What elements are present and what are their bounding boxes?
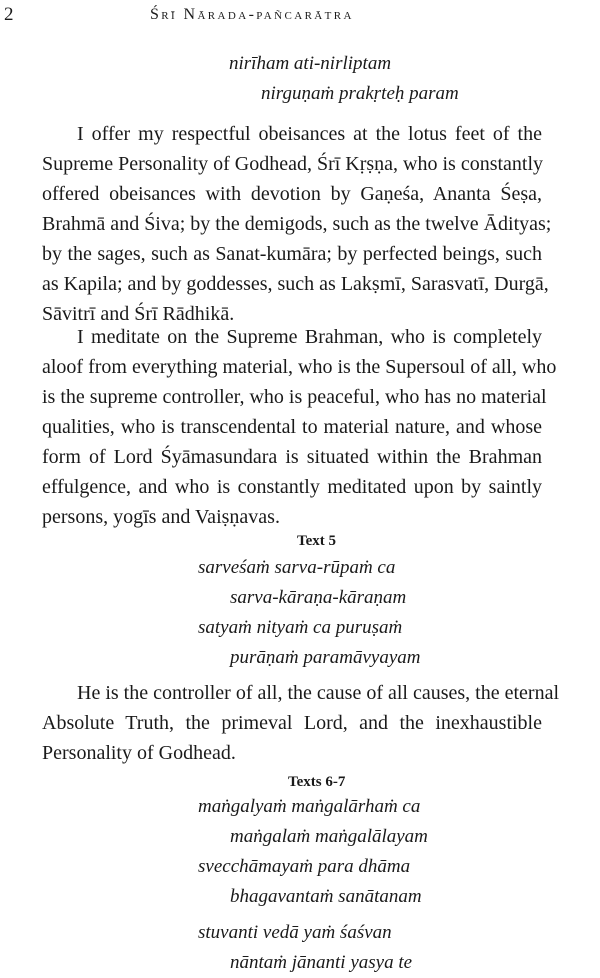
text-line: as Kapila; and by goddesses, such as Lakṣmī, Sarasvatī, Durgā, (42, 273, 549, 295)
text-line: by the sages, such as Sanat-kumāra; by perfected beings, such (42, 243, 542, 265)
verse-line: satyaṁ nityaṁ ca puruṣaṁ (198, 617, 403, 638)
text-line: effulgence, and who is constantly meditated upon by saintly (42, 476, 542, 498)
text-line: offered obeisances with devotion by Gaṇeśa, Ananta Śeṣa, (42, 183, 542, 205)
text-line: aloof from everything material, who is the Supersoul of all, who (42, 356, 557, 378)
text-line: I meditate on the Supreme Brahman, who is completely (77, 326, 542, 348)
text5-heading: Text 5 (297, 533, 337, 549)
paragraph-controller (42, 678, 560, 768)
verse-line: stuvanti vedā yaṁ śaśvan (198, 922, 392, 943)
verse-line: nirīham ati-nirliptam (229, 53, 392, 74)
text-line: He is the controller of all, the cause of all causes, the eternal (77, 682, 560, 704)
verse-top (229, 49, 459, 109)
verse-line: svecchāmayaṁ para dhāma (198, 856, 411, 877)
running-title: Śrī Nārada-pañcarātra (150, 6, 354, 23)
text-line: Absolute Truth, the primeval Lord, and the inexhaustible (42, 712, 542, 734)
paragraph-meditation (42, 322, 557, 532)
verse-line: nirguṇaṁ prakṛteḥ param (261, 83, 459, 104)
text-line: Brahmā and Śiva; by the demigods, such as the twelve Ādityas; (42, 213, 552, 235)
verse-line: sarveśaṁ sarva-rūpaṁ ca (198, 557, 396, 578)
text-line: Personality of Godhead. (42, 742, 236, 764)
text-line: Supreme Personality of Godhead, Śrī Kṛṣṇa, who is constantly (42, 153, 544, 175)
verse-text5 (198, 553, 421, 673)
verse-line: purāṇaṁ paramāvyayam (230, 647, 421, 668)
text-line: I offer my respectful obeisances at the lotus feet of the (77, 123, 542, 145)
text-line: qualities, who is transcendental to material nature, and whose (42, 416, 542, 438)
verse-line: sarva-kāraṇa-kāraṇam (230, 587, 407, 608)
verse-texts67 (198, 792, 428, 912)
verse-line: maṅgalyaṁ maṅgalārhaṁ ca (198, 796, 421, 817)
paragraph-obeisances (42, 119, 552, 329)
text-line: persons, yogīs and Vaiṣṇavas. (42, 506, 280, 528)
page-number: 2 (4, 4, 14, 25)
text-line: is the supreme controller, who is peaceful, who has no material (42, 386, 547, 408)
verse-line: nāntaṁ jānanti yasya te (230, 952, 413, 973)
texts67-heading: Texts 6-7 (288, 774, 346, 790)
text-line: Sāvitrī and Śrī Rādhikā. (42, 303, 235, 325)
verse-line: maṅgalaṁ maṅgalālayam (230, 826, 428, 847)
verse-line: bhagavantaṁ sanātanam (230, 886, 422, 907)
text-line: form of Lord Śyāmasundara is situated within the Brahman (42, 446, 542, 468)
verse-texts67-continued (198, 918, 412, 978)
